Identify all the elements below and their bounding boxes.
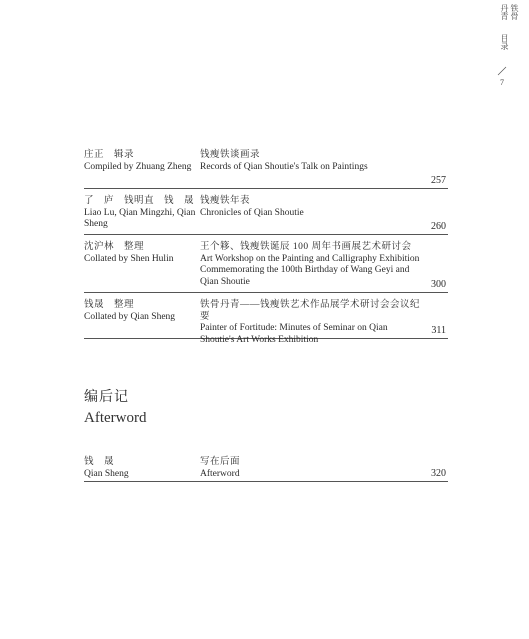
toc-entry-author — [84, 150, 196, 173]
slash-divider-icon — [495, 66, 509, 76]
title-en: Painter of Fortitude: Minutes of Seminar on Qian Shoutie's Art Works Exhibition — [200, 323, 388, 345]
running-header-section: 目录 — [500, 34, 509, 50]
author-en: Liao Lu, Qian Mingzhi, Qian Sheng — [84, 207, 196, 229]
author-en: Compiled by Zhuang Zheng — [84, 161, 192, 172]
toc-entry-title — [200, 457, 420, 480]
author-zh: 钱晟 整理 — [84, 300, 135, 310]
author-zh: 庄正 辑录 — [84, 150, 135, 160]
toc-entry-title — [200, 150, 420, 173]
title-en: Records of Qian Shoutie's Talk on Paintings — [200, 161, 368, 172]
toc-entry-page-number: 300 — [431, 278, 446, 290]
toc-entry-title — [200, 196, 420, 219]
toc-entry-title — [200, 242, 420, 288]
section-heading-zh: 编后记 — [84, 390, 129, 405]
author-zh: 钱 晟 — [84, 457, 115, 467]
toc-entry[interactable] — [84, 196, 448, 235]
author-zh: 沈沪林 整理 — [84, 242, 145, 252]
running-header-book-title-part1: 丹青 — [500, 4, 509, 20]
running-header-book-title-part2: 铁骨 — [510, 4, 519, 20]
title-zh: 铁骨丹青——钱瘦铁艺术作品展学术研讨会会议纪要 — [200, 300, 421, 322]
title-en: Chronicles of Qian Shoutie — [200, 207, 304, 218]
title-zh: 钱瘦铁年表 — [200, 196, 251, 206]
title-zh: 王个簃、钱瘦铁诞辰 100 周年书画展艺术研讨会 — [200, 242, 412, 252]
running-header — [483, 4, 519, 90]
author-en: Qian Sheng — [84, 468, 129, 479]
toc-entry[interactable] — [84, 300, 448, 345]
afterword-section-heading — [84, 390, 146, 427]
table-of-contents — [84, 150, 448, 346]
toc-entry-author — [84, 300, 196, 323]
title-zh: 写在后面 — [200, 457, 241, 467]
author-zh: 了 庐 钱明直 钱 晟 — [84, 196, 195, 206]
toc-entry-title — [200, 300, 420, 346]
toc-entry-page-number: 257 — [431, 174, 446, 186]
toc-entry-page-number: 320 — [431, 467, 446, 479]
afterword-contents — [84, 457, 448, 489]
running-header-page-number: 7 — [500, 78, 504, 87]
toc-entry-author — [84, 242, 196, 265]
section-heading-en: Afterword — [84, 410, 147, 426]
toc-entry[interactable] — [84, 150, 448, 189]
toc-entry-author — [84, 457, 196, 480]
author-en: Collated by Shen Hulin — [84, 253, 174, 264]
title-en: Art Workshop on the Painting and Calligraphy Exhibition Commemorating the 100th Birthday of Wang Geyi and Qian Shoutie — [200, 253, 420, 287]
toc-entry[interactable] — [84, 242, 448, 293]
toc-entry-author — [84, 196, 196, 231]
toc-entry[interactable] — [84, 457, 448, 482]
title-zh: 钱瘦铁谈画录 — [200, 150, 261, 160]
author-en: Collated by Qian Sheng — [84, 311, 176, 322]
title-en: Afterword — [200, 468, 240, 479]
toc-entry-page-number: 260 — [431, 220, 446, 232]
toc-entry-page-number: 311 — [431, 324, 446, 336]
